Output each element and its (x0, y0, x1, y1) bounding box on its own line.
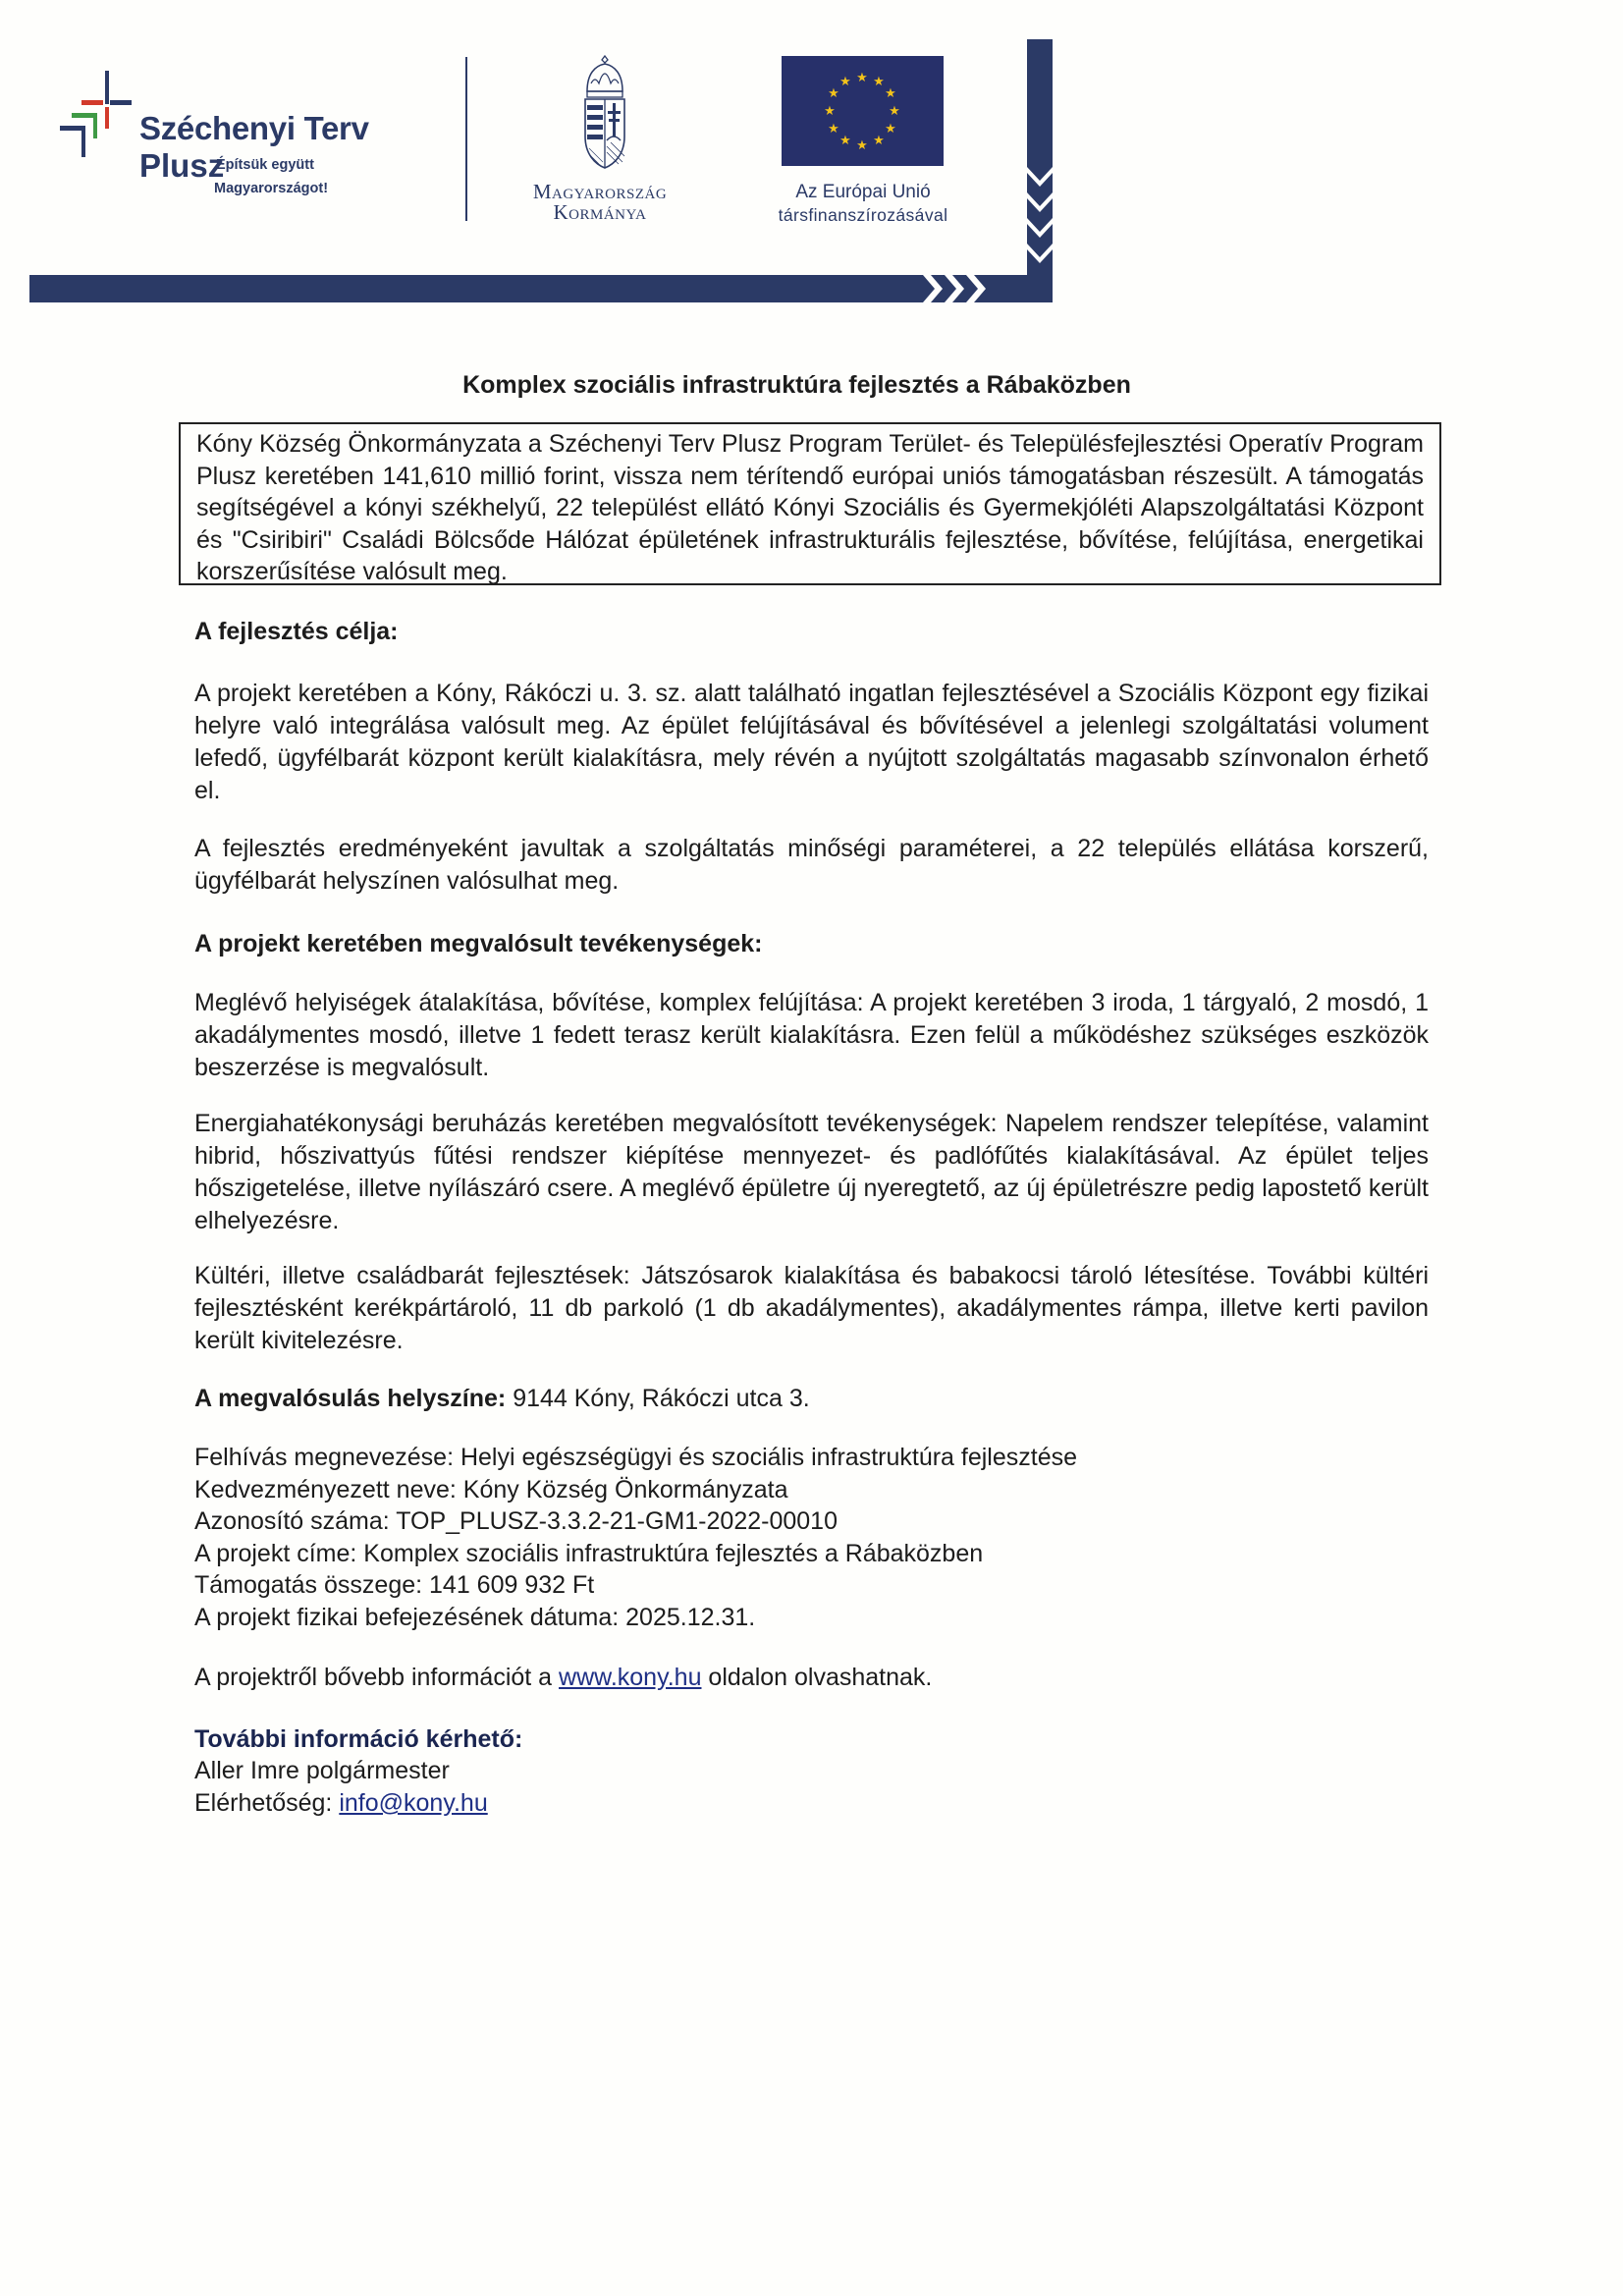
more-info-line (194, 1662, 1429, 1694)
szechenyi-logo-plusz: Plusz (139, 147, 225, 184)
eu-flag-icon (782, 56, 944, 166)
government-line2 (461, 200, 738, 225)
info-grant-amount: Támogatás összege: 141 609 932 Ft (194, 1571, 595, 1599)
project-info-list (194, 1442, 1077, 1633)
page-title (0, 371, 1623, 400)
activities-paragraph-1: Meglévő helyiségek átalakítása, bővítése, komplex felújítása: A projekt keretében 3 iroda, 1 tárgyaló, 2 mosdó, 1 akadálymentes mosdó, illetve 1 fedett terasz került kialakításra. Ezen felül a működéshez szükséges eszközök beszerzése is megvalósult. (194, 989, 1429, 1081)
eu-caption-line1: Az Európai Unió (795, 182, 931, 202)
goal-paragraph-1: A projekt keretében a Kóny, Rákóczi u. 3. sz. alatt található ingatlan fejlesztésével a Szociális Központ egy fizikai helyre való integrálása valósult meg. Az épület felújításával és bővítésével a jelenlegi szolgáltatási volument lefedő, ügyfélbarát központ került kialakításra, mely révén a nyújtott szolgáltatás magasabb színvonalon érhető el. (194, 680, 1429, 804)
location-value: 9144 Kóny, Rákóczi utca 3. (506, 1385, 810, 1412)
goal-paragraph-2: A fejlesztés eredményeként javultak a szolgáltatás minőségi paraméterei, a 22 település ellátása korszerű, ügyfélbarát helyszínen valósulhat meg. (194, 835, 1429, 895)
chevrons-down-icon (1027, 167, 1053, 280)
szechenyi-logo-title: Széchenyi Terv (139, 110, 369, 146)
contact-heading: További információ kérhető: (194, 1725, 523, 1753)
goal-heading: A fejlesztés célja: (194, 618, 399, 645)
location-line (194, 1383, 1429, 1415)
szechenyi-slogan-line2: Magyarországot! (214, 181, 329, 196)
website-link[interactable]: www.kony.hu (559, 1664, 702, 1691)
svg-text:★: ★ (839, 75, 851, 89)
svg-text:★: ★ (856, 138, 868, 153)
more-info-after: oldalon olvashatnak. (701, 1664, 933, 1691)
svg-text:★: ★ (885, 86, 896, 101)
szechenyi-slogan-line1: Építsük együtt (216, 157, 314, 173)
svg-text:★: ★ (828, 122, 839, 137)
svg-text:★: ★ (856, 71, 868, 85)
info-beneficiary: Kedvezményezett neve: Kóny Község Önkormányzata (194, 1475, 788, 1503)
activities-paragraph-3: Kültéri, illetve családbarát fejlesztések: Játszósarok kialakítása és babakocsi tároló létesítése. További kültéri fejlesztésként kerékpártároló, 11 db parkoló (1 db akadálymentes), akadálymentes rámpa, illetve kerti pavilon került kivitelezésre. (194, 1262, 1429, 1354)
contact-name: Aller Imre polgármester (194, 1757, 450, 1784)
svg-text:★: ★ (885, 122, 896, 137)
info-completion-date: A projekt fizikai befejezésének dátuma: 2025.12.31. (194, 1603, 756, 1631)
svg-text:★: ★ (889, 104, 900, 119)
activities-paragraph-2: Energiahatékonysági beruházás keretében megvalósított tevékenységek: Napelem rendszer telepítése, valamint hibrid, hőszivattyús fűtési rendszer kiépítése mennyezet- és padlófűtés kialakításával. Az épület teljes hőszigetelése, illetve nyílászáró csere. A meglévő épületre új nyeregtető, az új épületrészre pedig lapostető került elhelyezésre. (194, 1110, 1429, 1234)
info-project-title: A projekt címe: Komplex szociális infrastruktúra fejlesztés a Rábaközben (194, 1539, 984, 1567)
location-label: A megvalósulás helyszíne: (194, 1385, 507, 1412)
eu-caption-line2: társfinanszírozásával (778, 205, 948, 225)
email-link[interactable]: info@kony.hu (339, 1789, 488, 1817)
svg-text:★: ★ (839, 134, 851, 148)
intro-text: Kóny Község Önkormányzata a Széchenyi Terv Plusz Program Terület- és Településfejlesztési Operatív Program Plusz keretében 141,610 millió forint, vissza nem térítendő európai uniós támogatásban részesült. A támogatás segítségével a kónyi székhelyű, 22 települést ellátó Kónyi Szociális és Gyermekjóléti Alapszolgáltatási Központ és "Csiribiri" Családi Bölcsőde Hálózat épületének infrastrukturális fejlesztése, bővítése, felújítása, energetikai korszerűsítése valósult meg. (196, 430, 1424, 585)
contact-line (194, 1787, 1429, 1820)
szechenyi-terv-mark-icon (54, 71, 142, 159)
government-line1-text: Magyarország (532, 180, 668, 203)
svg-text:★: ★ (873, 75, 885, 89)
svg-text:★: ★ (873, 134, 885, 148)
hungarian-coat-of-arms-icon (581, 54, 628, 170)
page-title-text: Komplex szociális infrastruktúra fejlesztés a Rábaközben (462, 371, 1131, 399)
intro-box (179, 422, 1441, 585)
info-identifier: Azonosító száma: TOP_PLUSZ-3.3.2-21-GM1-2022-00010 (194, 1507, 838, 1535)
svg-text:★: ★ (828, 86, 839, 101)
chevrons-right-icon (923, 275, 997, 302)
more-info-before: A projektről bővebb információt a (194, 1664, 560, 1691)
info-call-name: Felhívás megnevezése: Helyi egészségügyi és szociális infrastruktúra fejlesztése (194, 1444, 1078, 1471)
contact-label: Elérhetőség: (194, 1789, 340, 1817)
svg-text:★: ★ (824, 104, 836, 119)
activities-heading: A projekt keretében megvalósult tevékenységek: (194, 930, 763, 957)
banner-horizontal-bar (29, 275, 1053, 302)
government-line2-text: Kormánya (553, 200, 647, 224)
